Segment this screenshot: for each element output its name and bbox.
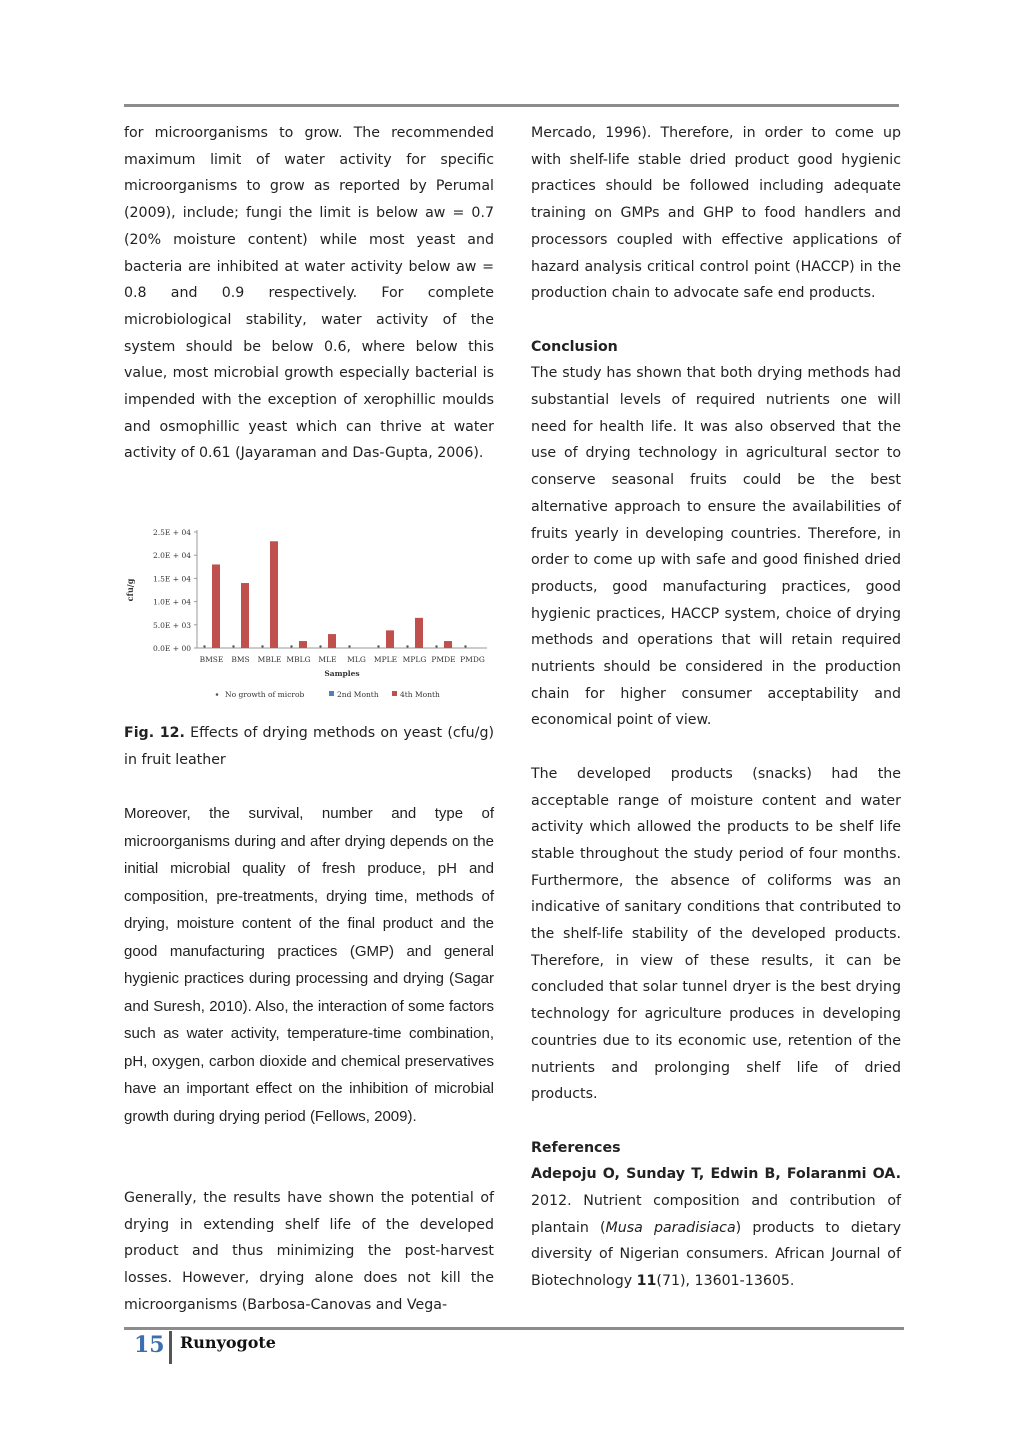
y-axis-label: cfu/g xyxy=(125,578,135,602)
figure-caption xyxy=(124,720,494,773)
reference-1-text-c: (71), 13601-13605. xyxy=(656,1273,795,1290)
left-column-lower xyxy=(124,800,494,1130)
left-column xyxy=(124,120,494,467)
legend-2nd-month-label: 2nd Month xyxy=(337,690,379,699)
y-tick-label: 1.0E + 04 xyxy=(153,597,191,607)
right-column xyxy=(531,120,901,1295)
references-heading: References xyxy=(531,1139,621,1156)
header-rule xyxy=(124,104,899,107)
figure-12-chart xyxy=(117,520,497,710)
y-tick-label: 2.5E + 04 xyxy=(153,528,191,537)
x-tick-label: MLE xyxy=(318,655,337,664)
legend-no-growth-label: No growth of microb xyxy=(225,690,305,699)
x-tick-label: MPLG xyxy=(402,655,427,664)
y-tick-label: 5.0E + 03 xyxy=(153,620,191,630)
right-paragraph-2: The study has shown that both drying methods had substantial levels of required nutrients one will need for health life. It was also observed that the use of drying technology in agricultural sector to conserve seasonal fruits could be the best alternative approach to ensure the availabilities of fruits yearly in developing countries. Therefore, in order to come up with safe and good finished dried products, good manufacturing practices, good hygienic practices, HACCP system, choice of drying methods and operations that will retain required nutrients should be considered in the production chain for higher consumer acceptability and economical point of view. xyxy=(531,365,901,729)
reference-1-text-a: 2012. Nutrient composition and contribution of plantain ( xyxy=(531,1193,901,1236)
figure-label: Fig. 12. xyxy=(124,725,185,741)
x-tick-label: BMS xyxy=(231,655,250,664)
reference-1-authors: Adepoju O, Sunday T, Edwin B, Folaranmi OA. xyxy=(531,1166,901,1183)
reference-1-species: Musa paradisiaca xyxy=(605,1219,736,1236)
footer-divider xyxy=(169,1331,172,1364)
legend-2nd-month-swatch xyxy=(329,691,334,696)
footer-author: Runyogote xyxy=(180,1333,276,1352)
left-paragraph-2: Moreover, the survival, number and type of microorganisms during and after drying depends on the initial microbial quality of fresh produce, pH and composition, pre-treatments, drying time, methods of drying, moisture content of the final product and the good manufacturing practices (GMP) and general hygienic practices during processing and drying (Sagar and Suresh, 2010). Also, the interaction of some factors such as water activity, temperature-time combination, pH, oxygen, carbon dioxide and chemical preservatives have an important effect on the inhibition of microbial growth during drying period (Fellows, 2009). xyxy=(124,805,494,1125)
reference-1-volume: 11 xyxy=(636,1273,657,1290)
x-tick-label: MLG xyxy=(347,655,366,664)
no-growth-marker xyxy=(435,645,437,647)
bar-4th-month xyxy=(241,583,249,648)
x-tick-label: MPLE xyxy=(373,655,398,664)
no-growth-marker xyxy=(203,645,205,647)
y-tick-label: 1.5E + 04 xyxy=(153,574,191,584)
bar-4th-month xyxy=(270,541,278,648)
bar-4th-month xyxy=(415,618,423,648)
no-growth-marker xyxy=(290,645,292,647)
x-tick-label: MBLE xyxy=(257,655,282,664)
reference-1-text-b: ) products to dietary diversity of Nigerian consumers. African Journal of Biotechnology xyxy=(531,1219,901,1290)
x-tick-label: BMSE xyxy=(199,655,224,664)
conclusion-heading: Conclusion xyxy=(531,338,618,355)
reference-1 xyxy=(531,1161,901,1295)
right-paragraph-3: The developed products (snacks) had the acceptable range of moisture content and water activity which allowed the products to be shelf life stable throughout the study period of four months. Furthermore, the absence of coliforms was an indicative of sanitary conditions that contributed to the shelf-life stability of the developed products. Therefore, in view of these results, it can be concluded that solar tunnel dryer is the best drying technology for agriculture produces in developing countries due to its economic use, retention of the nutrients and prolonging shelf life of dried products. xyxy=(531,765,901,1103)
legend-4th-month-label: 4th Month xyxy=(400,690,440,699)
legend-no-growth-marker xyxy=(216,693,219,696)
right-paragraph-1: Mercado, 1996). Therefore, in order to come up with shelf-life stable dried product good hygienic practices should be followed including adequate training on GMPs and GHP to food handlers and processors coupled with effective applications of hazard analysis critical control point (HACCP) in the production chain to advocate safe end products. xyxy=(531,125,901,302)
no-growth-marker xyxy=(232,645,234,647)
footer-rule xyxy=(124,1327,904,1330)
left-paragraph-3: Generally, the results have shown the potential of drying in extending shelf life of the developed product and thus minimizing the post-harvest losses. However, drying alone does not kill the microorganisms (Barbosa-Canovas and Vega- xyxy=(124,1190,494,1313)
x-axis-label: Samples xyxy=(324,669,360,678)
y-tick-label: 2.0E + 04 xyxy=(153,551,191,561)
figure-caption-text: Effects of drying methods on yeast (cfu/g) in fruit leather xyxy=(124,725,494,768)
bar-4th-month xyxy=(212,564,220,648)
no-growth-marker xyxy=(406,645,408,647)
legend-4th-month-swatch xyxy=(392,691,397,696)
bar-4th-month xyxy=(328,634,336,648)
bar-chart xyxy=(117,520,497,710)
bar-4th-month xyxy=(299,641,307,648)
no-growth-marker xyxy=(348,645,350,647)
bar-4th-month xyxy=(386,630,394,648)
page-number: 15 xyxy=(134,1332,165,1358)
no-growth-marker xyxy=(261,645,263,647)
bar-4th-month xyxy=(444,641,452,648)
left-column-bottom xyxy=(124,1185,494,1319)
no-growth-marker xyxy=(464,645,466,647)
left-paragraph-1: for microorganisms to grow. The recommended maximum limit of water activity for specific microorganisms to grow as reported by Perumal (2009), include; fungi the limit is below aw = 0.7 (20% moisture content) while most yeast and bacteria are inhibited at water activity below aw = 0.8 and 0.9 respectively. For complete microbiological stability, water activity of the system should be below 0.6, where below this value, most microbial growth especially bacterial is impended with the exception of xerophillic moulds and osmophillic yeast which can thrive at water activity of 0.61 (Jayaraman and Das-Gupta, 2006). xyxy=(124,125,494,462)
x-tick-label: PMDE xyxy=(431,655,456,664)
x-tick-label: MBLG xyxy=(286,655,311,664)
y-tick-label: 0.0E + 00 xyxy=(153,644,191,653)
no-growth-marker xyxy=(377,645,379,647)
no-growth-marker xyxy=(319,645,321,647)
x-tick-label: PMDG xyxy=(460,655,485,664)
